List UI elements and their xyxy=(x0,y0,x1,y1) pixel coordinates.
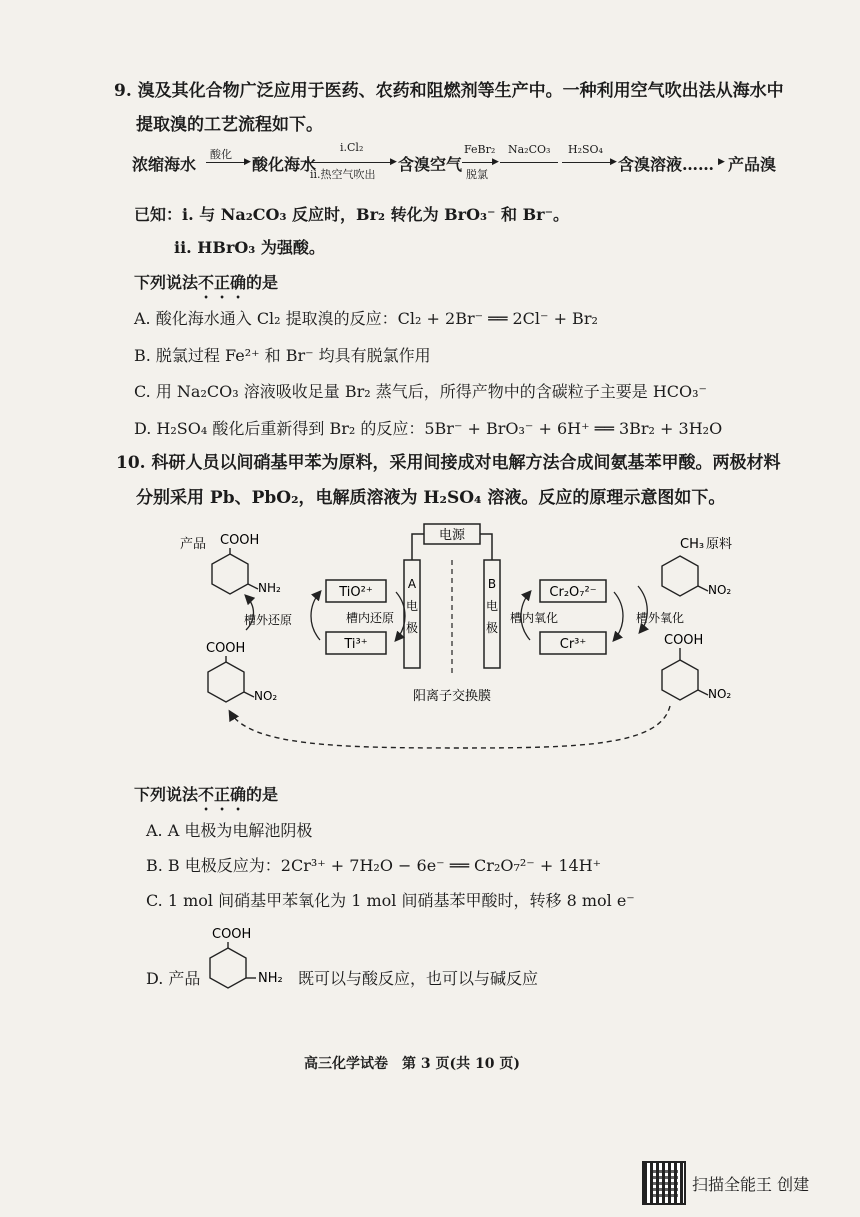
no2-label: NO₂ xyxy=(254,689,278,703)
benzene-ring xyxy=(210,948,246,988)
raw-material-label: 原料 xyxy=(706,537,733,552)
no2-label: NO₂ xyxy=(708,583,732,597)
q9-known-1: 已知：i. 与 Na₂CO₃ 反应时，Br₂ 转化为 BrO₃⁻ 和 Br⁻。 xyxy=(134,205,570,224)
q10-option-c: C. 1 mol 间硝基甲苯氧化为 1 mol 间硝基苯甲酸时，转移 8 mol e⁻ xyxy=(146,891,635,910)
ch3-label: CH₃ xyxy=(680,537,705,552)
cooh-label: COOH xyxy=(664,633,704,648)
q9-line1: 9. 溴及其化合物广泛应用于医药、农药和阻燃剂等生产中。一种利用空气吹出法从海水中 xyxy=(114,81,784,101)
flow-arrow-2 xyxy=(306,162,394,163)
benzene-ring xyxy=(662,556,698,596)
flow-arrow-1 xyxy=(206,162,248,163)
cooh-label: COOH xyxy=(212,927,252,942)
flow-arrow-3-top: FeBr₂ xyxy=(464,143,496,156)
arrowhead: ▶ xyxy=(610,157,617,167)
q10-option-d-pre: D. 产品 xyxy=(146,969,201,988)
flow-arrow-5-top: H₂SO₄ xyxy=(568,143,603,156)
q10-option-b: B. B 电极反应为：2Cr³⁺ + 7H₂O − 6e⁻ ══ Cr₂O₇²⁻ + 14H⁺ xyxy=(146,856,602,875)
page-footer: 高三化学试卷 第 3 页(共 10 页) xyxy=(304,1056,520,1072)
q10-option-d-post: 既可以与酸反应，也可以与碱反应 xyxy=(298,969,539,988)
q9-option-b: B. 脱氯过程 Fe²⁺ 和 Br⁻ 均具有脱氯作用 xyxy=(134,346,431,365)
nh2-label: NH₂ xyxy=(258,581,281,595)
benzene-ring xyxy=(208,662,244,702)
flow-step-4: 含溴溶液…… xyxy=(618,155,715,174)
qr-code-icon xyxy=(642,1161,686,1205)
electrode-b-label: 电 xyxy=(485,599,499,613)
outer-oxidation-label: 槽外氧化 xyxy=(635,611,685,625)
power-source-label: 电源 xyxy=(438,528,466,543)
electrode-b-label: B xyxy=(487,577,497,591)
benzene-ring xyxy=(212,554,248,594)
benzene-ring xyxy=(662,660,698,700)
arrowhead: ▶ xyxy=(492,157,499,167)
arrowhead: ▶ xyxy=(244,157,251,167)
scanner-watermark: 扫描全能王 创建 xyxy=(692,1175,810,1194)
q9-option-c: C. 用 Na₂CO₃ 溶液吸收足量 Br₂ 蒸气后，所得产物中的含碳粒子主要是 HCO₃⁻ xyxy=(134,382,707,401)
flow-arrow-4 xyxy=(500,162,558,163)
electrode-a-label: 电 xyxy=(405,599,419,613)
electrode-a-label: 极 xyxy=(405,621,419,635)
q10-line1: 10. 科研人员以间硝基甲苯为原料，采用间接成对电解方法合成间氨基苯甲酸。两极材料 xyxy=(116,453,781,473)
cr2o7-label: Cr₂O₇²⁻ xyxy=(549,585,597,600)
product-label: 产品 xyxy=(180,537,207,552)
flow-arrow-2-top: i.Cl₂ xyxy=(340,141,364,154)
cooh-label: COOH xyxy=(206,641,246,656)
flow-step-3: 含溴空气 xyxy=(398,155,463,174)
flow-step-1: 浓缩海水 xyxy=(132,155,197,174)
flow-arrow-4-top: Na₂CO₃ xyxy=(508,143,551,156)
flow-arrow-5 xyxy=(562,162,614,163)
q10-option-a: A. A 电极为电解池阴极 xyxy=(146,821,313,840)
cr-label: Cr³⁺ xyxy=(559,637,587,652)
q9-option-d: D. H₂SO₄ 酸化后重新得到 Br₂ 的反应：5Br⁻ + BrO₃⁻ + 6H⁺ ══ 3Br₂ + 3H₂O xyxy=(134,419,723,438)
ti-label: Ti³⁺ xyxy=(344,637,368,652)
flow-arrow-1-label: 酸化 xyxy=(210,148,232,161)
q10-line2: 分别采用 Pb、PbO₂，电解质溶液为 H₂SO₄ 溶液。反应的原理示意图如下。 xyxy=(136,488,726,508)
inner-reduction-label: 槽内还原 xyxy=(345,611,395,625)
q9-option-a: A. 酸化海水通入 Cl₂ 提取溴的反应：Cl₂ + 2Br⁻ ══ 2Cl⁻ + Br₂ xyxy=(134,309,598,328)
emphasis-text: 不正确 xyxy=(198,785,247,804)
flow-arrow-2-bottom: ii.热空气吹出 xyxy=(310,168,376,181)
tio-label: TiO²⁺ xyxy=(339,585,373,600)
electrolysis-diagram xyxy=(160,520,740,760)
product-molecule xyxy=(206,924,296,990)
q9-line2: 提取溴的工艺流程如下。 xyxy=(136,115,323,135)
q10-stem: 下列说法不正确的是 xyxy=(134,785,279,804)
inner-oxidation-label: 槽内氧化 xyxy=(509,611,559,625)
emphasis-text: 不正确 xyxy=(198,273,247,292)
electrode-a-label: A xyxy=(407,577,417,591)
no2-label: NO₂ xyxy=(708,687,732,701)
flow-step-2: 酸化海水 xyxy=(252,155,317,174)
membrane-label: 阳离子交换膜 xyxy=(412,689,492,704)
outer-reduction-label: 槽外还原 xyxy=(243,613,293,627)
recycle-arrow xyxy=(230,706,670,748)
flow-step-5: 产品溴 xyxy=(728,155,777,174)
arrowhead: ▶ xyxy=(718,157,725,167)
arrowhead: ▶ xyxy=(390,157,397,167)
q9-known-2: ii. HBrO₃ 为强酸。 xyxy=(174,238,325,257)
flow-arrow-3 xyxy=(462,162,496,163)
electrode-b-label: 极 xyxy=(485,621,499,635)
q9-stem: 下列说法不正确的是 xyxy=(134,273,279,292)
nh2-label: NH₂ xyxy=(258,971,283,986)
flow-arrow-3-bottom: 脱氯 xyxy=(466,168,488,181)
cooh-label: COOH xyxy=(220,533,260,548)
